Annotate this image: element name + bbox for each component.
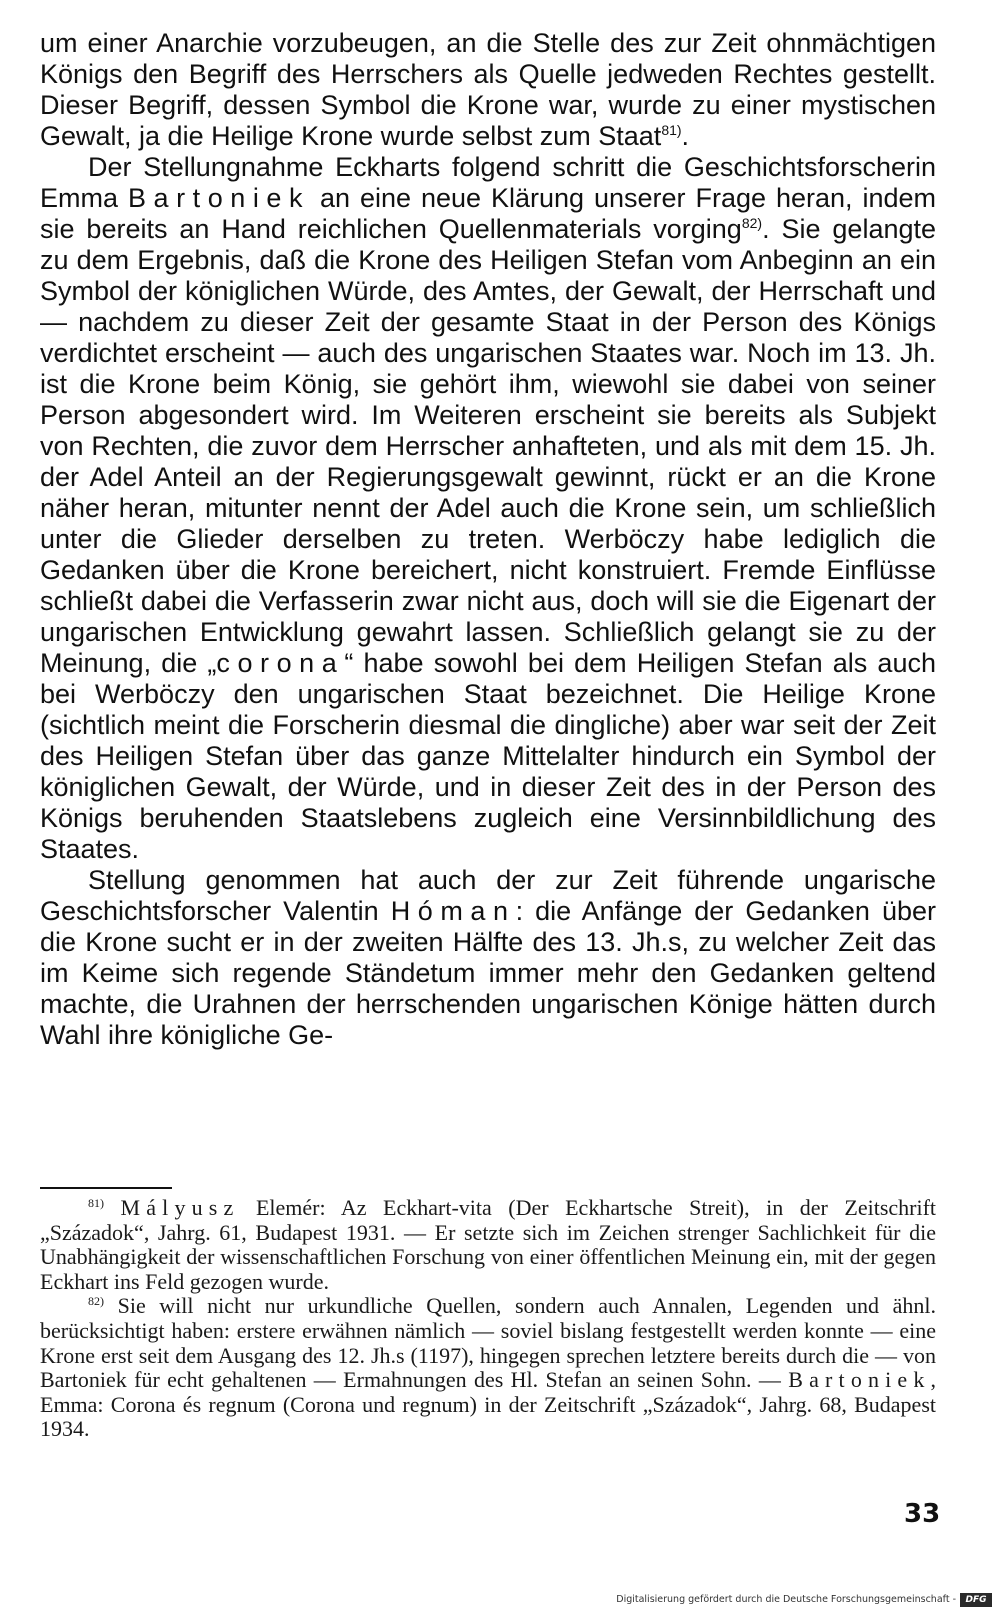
paragraph-2 (40, 152, 936, 865)
page-number: 33 (904, 1499, 941, 1529)
spaced-author-malyusz: Mályusz (120, 1195, 240, 1220)
spaced-name-homan: Hóman (390, 896, 516, 926)
paragraph-3-text-a: Stellung genommen hat auch der zur Zeit führende ungarische Geschichtsforscher Valentin (40, 865, 936, 926)
spaced-author-bartoniek: Bartoniek (788, 1367, 931, 1393)
dfg-logo-icon: DFG (960, 1593, 992, 1607)
footnotes (40, 1196, 936, 1442)
footnote-ref-81[interactable]: 81) (661, 122, 682, 138)
footnote-81 (40, 1196, 936, 1294)
spaced-term-corona: corona (216, 648, 345, 678)
paragraph-2-text-b: an eine neue Klärung unserer Frage heran, indem sie bereits an Hand reichlichen Quellenmaterials vorging (40, 183, 936, 244)
footnote-82 (40, 1294, 936, 1442)
paragraph-1-text: um einer Anarchie vorzubeugen, an die Stelle des zur Zeit ohnmächtigen Königs den Begriff des Herrschers als Quelle jedweden Rechtes gestellt. Dieser Begriff, dessen Symbol die Krone war, wurde zu einer mystischen Gewalt, ja die Heilige Krone wurde selbst zum Staat (40, 28, 936, 151)
paragraph-2-text-c: . Sie gelangte zu dem Ergebnis, daß die Krone des Heiligen Stefan vom Anbeginn an ein Symbol der königlichen Würde, des Amtes, der Gewalt, der Herrschaft und — nachdem zu dieser Zeit der gesamte Staat in der Person des Königs verdichtet erscheint — auch des ungarischen Staates war. Noch im 13. Jh. ist die Krone beim König, sie gehört ihm, wiewohl sie dabei von seiner Person abgesondert wird. Im Weiteren erscheint sie bereits als Subjekt von Rechten, die zuvor dem Herrscher anhafteten, und als mit dem 15. Jh. der Adel Anteil an der Regierungsgewalt gewinnt, rückt er an die Krone näher heran, mitunter nennt der Adel auch die Krone sein, um schließlich unter die Glieder derselben zu treten. Werböczy habe lediglich die Gedanken über die Krone bereichert, nicht konstruiert. Fremde Einflüsse schließt dabei die Verfasserin zwar nicht aus, doch will sie die Eigenart der ungarischen Entwicklung gewahrt lassen. Schließlich gelangt sie zu der Meinung, die „ (40, 214, 937, 678)
spaced-name-bartoniek: Bartoniek (127, 183, 311, 213)
footnote-separator (40, 1187, 172, 1189)
footnote-81-text: Elemér: Az Eckhart-vita (Der Eckhartsche Streit), in der Zeitschrift „Századok“, Jahrg. 61, Budapest 1931. — Er setzte sich im Zeichen strenger Sachlichkeit für die Unabhängigkeit der wissenschaftlichen Forschung von einer öffentlichen Meinung ein, mit der gegen Eckhart ins Feld gezogen wurde. (40, 1195, 937, 1294)
footnote-ref-82[interactable]: 82) (741, 215, 763, 231)
paragraph-3-text-b: : die Anfänge der Gedanken über die Krone sucht er in der zweiten Hälfte des 13. Jh.s, zu welcher Zeit das im Keime sich regende Ständetum immer mehr den Gedanken geltend machte, die Urahnen der herrschenden ungarischen Könige hätten durch Wahl ihre königliche Ge- (40, 896, 936, 1050)
footnote-82-text-a: Sie will nicht nur urkundliche Quellen, sondern auch Annalen, Legenden und ähnl. berücksichtigt haben: erstere erwähnen nämlich — soviel bislang festgestellt werden konnte — eine Krone erst seit dem Ausgang des 12. Jh.s (1197), hingegen sprechen letztere bereits durch die — von Bartoniek für echt gehaltenen — Ermahnungen des Hl. Stefan an seinen Sohn. — (40, 1293, 937, 1393)
paragraph-2-text-a: Der Stellungnahme Eckharts folgend schritt die Geschichtsforscherin Emma (40, 152, 936, 213)
footnote-82-text-b: , Emma: Corona és regnum (Corona und regnum) in der Zeitschrift „Századok“, Jahrg. 68, Budapest 1934. (40, 1367, 936, 1442)
footnote-marker-81: 81) (88, 1196, 104, 1210)
main-text (40, 28, 936, 1051)
paragraph-3 (40, 865, 936, 1051)
paragraph-1-end: . (681, 121, 690, 151)
paragraph-1 (40, 28, 936, 152)
footnote-marker-82: 82) (88, 1294, 104, 1309)
digitization-notice: Digitalisierung gefördert durch die Deutsche Forschungsgemeinschaft - (616, 1594, 956, 1605)
paragraph-2-text-d: “ habe sowohl bei dem Heiligen Stefan als auch bei Werböczy den ungarischen Staat bezeichnet. Die Heilige Krone (sichtlich meint die Forscherin diesmal die dingliche) aber war seit der Zeit des Heiligen Stefan über das ganze Mittelalter hindurch ein Symbol der königlichen Gewalt, der Würde, und in dieser Zeit des in der Person des Königs beruhenden Staatslebens zugleich eine Versinnbildlichung des Staates. (40, 648, 936, 864)
